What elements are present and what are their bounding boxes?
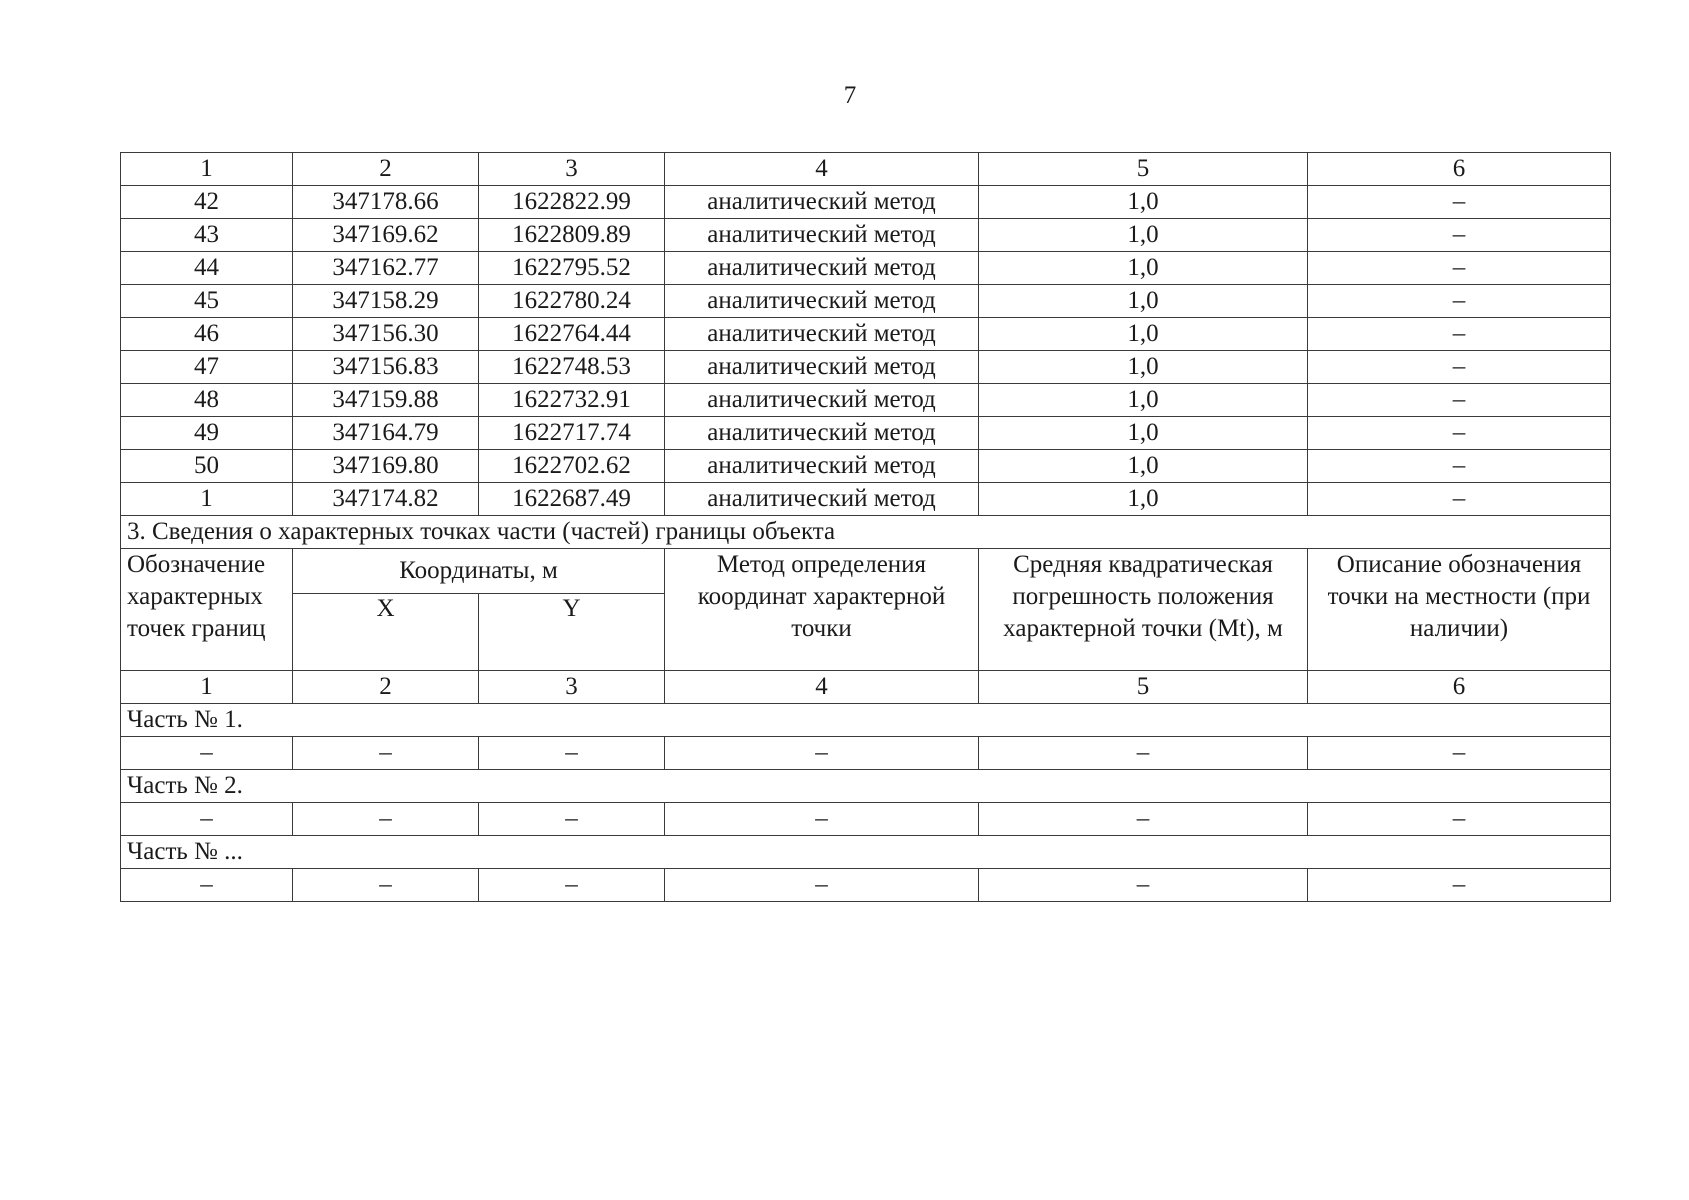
part-cell: – — [121, 737, 293, 770]
part-label-row — [121, 836, 1611, 869]
column-number-cell: 3 — [479, 153, 665, 186]
table-row — [121, 483, 1611, 516]
cell-y: 1622687.49 — [479, 483, 665, 516]
header-description: Описание обозначения точки на местности (при наличии) — [1308, 549, 1611, 671]
column-number-cell: 5 — [979, 671, 1308, 704]
cell-mt: 1,0 — [979, 351, 1308, 384]
part-cell: – — [1308, 737, 1611, 770]
cell-point: 46 — [121, 318, 293, 351]
table-row — [121, 384, 1611, 417]
cell-method: аналитический метод — [665, 186, 979, 219]
cell-method: аналитический метод — [665, 351, 979, 384]
cell-mt: 1,0 — [979, 252, 1308, 285]
cell-x: 347174.82 — [293, 483, 479, 516]
column-number-cell: 2 — [293, 153, 479, 186]
part-cell: – — [1308, 803, 1611, 836]
cell-mt: 1,0 — [979, 450, 1308, 483]
part-cell: – — [293, 803, 479, 836]
cell-mt: 1,0 — [979, 417, 1308, 450]
cell-point: 50 — [121, 450, 293, 483]
cell-x: 347156.30 — [293, 318, 479, 351]
part-data-row — [121, 869, 1611, 902]
column-number-row — [121, 153, 1611, 186]
cell-method: аналитический метод — [665, 450, 979, 483]
cell-method: аналитический метод — [665, 384, 979, 417]
cell-mt: 1,0 — [979, 285, 1308, 318]
part-cell: – — [979, 869, 1308, 902]
table-row — [121, 318, 1611, 351]
cell-point: 49 — [121, 417, 293, 450]
cell-x: 347169.80 — [293, 450, 479, 483]
table-row — [121, 417, 1611, 450]
cell-method: аналитический метод — [665, 417, 979, 450]
cell-y: 1622764.44 — [479, 318, 665, 351]
cell-desc: – — [1308, 351, 1611, 384]
header-x: X — [293, 594, 479, 671]
header-method: Метод определения координат характерной точки — [665, 549, 979, 671]
part-cell: – — [479, 869, 665, 902]
section-title: 3. Сведения о характерных точках части (частей) границы объекта — [121, 516, 1611, 549]
cell-desc: – — [1308, 384, 1611, 417]
cell-y: 1622732.91 — [479, 384, 665, 417]
cell-point: 45 — [121, 285, 293, 318]
part-data-row — [121, 803, 1611, 836]
section-column-number-row — [121, 671, 1611, 704]
cell-method: аналитический метод — [665, 285, 979, 318]
table-body — [121, 153, 1611, 902]
cell-point: 43 — [121, 219, 293, 252]
cell-point: 42 — [121, 186, 293, 219]
part-cell: – — [665, 737, 979, 770]
header-designation: Обозначение характерных точек границ — [121, 549, 293, 671]
column-number-cell: 6 — [1308, 153, 1611, 186]
cell-y: 1622780.24 — [479, 285, 665, 318]
part-cell: – — [665, 869, 979, 902]
cell-desc: – — [1308, 417, 1611, 450]
part-label-row — [121, 704, 1611, 737]
table-row — [121, 219, 1611, 252]
cell-method: аналитический метод — [665, 252, 979, 285]
cell-point: 48 — [121, 384, 293, 417]
column-number-cell: 1 — [121, 671, 293, 704]
cell-desc: – — [1308, 252, 1611, 285]
cell-mt: 1,0 — [979, 483, 1308, 516]
cell-desc: – — [1308, 285, 1611, 318]
part-cell: – — [121, 869, 293, 902]
header-coordinates: Координаты, м — [293, 549, 665, 594]
page-number: 7 — [843, 82, 857, 109]
part-cell: – — [665, 803, 979, 836]
cell-y: 1622795.52 — [479, 252, 665, 285]
cell-x: 347158.29 — [293, 285, 479, 318]
header-y: Y — [479, 594, 665, 671]
cell-y: 1622822.99 — [479, 186, 665, 219]
part-label: Часть № ... — [121, 836, 1611, 869]
part-cell: – — [979, 737, 1308, 770]
cell-y: 1622702.62 — [479, 450, 665, 483]
part-cell: – — [479, 803, 665, 836]
header-row — [121, 549, 1611, 594]
cell-desc: – — [1308, 318, 1611, 351]
table-row — [121, 252, 1611, 285]
part-data-row — [121, 737, 1611, 770]
cell-mt: 1,0 — [979, 219, 1308, 252]
part-cell: – — [293, 737, 479, 770]
cell-x: 347156.83 — [293, 351, 479, 384]
cell-method: аналитический метод — [665, 318, 979, 351]
cell-y: 1622809.89 — [479, 219, 665, 252]
cell-mt: 1,0 — [979, 384, 1308, 417]
cell-point: 1 — [121, 483, 293, 516]
column-number-cell: 4 — [665, 153, 979, 186]
column-number-cell: 4 — [665, 671, 979, 704]
cell-desc: – — [1308, 483, 1611, 516]
part-cell: – — [979, 803, 1308, 836]
cell-desc: – — [1308, 450, 1611, 483]
table-row — [121, 186, 1611, 219]
cell-desc: – — [1308, 186, 1611, 219]
table-row — [121, 351, 1611, 384]
cell-desc: – — [1308, 219, 1611, 252]
cell-x: 347164.79 — [293, 417, 479, 450]
column-number-cell: 2 — [293, 671, 479, 704]
column-number-cell: 3 — [479, 671, 665, 704]
cell-method: аналитический метод — [665, 483, 979, 516]
part-cell: – — [479, 737, 665, 770]
table-row — [121, 285, 1611, 318]
header-error: Средняя квадратическая погрешность положения характерной точки (Mt), м — [979, 549, 1308, 671]
cell-mt: 1,0 — [979, 186, 1308, 219]
cell-x: 347169.62 — [293, 219, 479, 252]
table-row — [121, 450, 1611, 483]
column-number-cell: 1 — [121, 153, 293, 186]
cell-x: 347159.88 — [293, 384, 479, 417]
part-cell: – — [1308, 869, 1611, 902]
cell-point: 47 — [121, 351, 293, 384]
part-label-row — [121, 770, 1611, 803]
cell-x: 347162.77 — [293, 252, 479, 285]
column-number-cell: 6 — [1308, 671, 1611, 704]
cell-point: 44 — [121, 252, 293, 285]
cell-x: 347178.66 — [293, 186, 479, 219]
column-number-cell: 5 — [979, 153, 1308, 186]
part-label: Часть № 2. — [121, 770, 1611, 803]
cell-method: аналитический метод — [665, 219, 979, 252]
section-title-row — [121, 516, 1611, 549]
coordinates-table — [120, 152, 1611, 902]
cell-y: 1622748.53 — [479, 351, 665, 384]
part-cell: – — [293, 869, 479, 902]
part-label: Часть № 1. — [121, 704, 1611, 737]
cell-y: 1622717.74 — [479, 417, 665, 450]
cell-mt: 1,0 — [979, 318, 1308, 351]
part-cell: – — [121, 803, 293, 836]
